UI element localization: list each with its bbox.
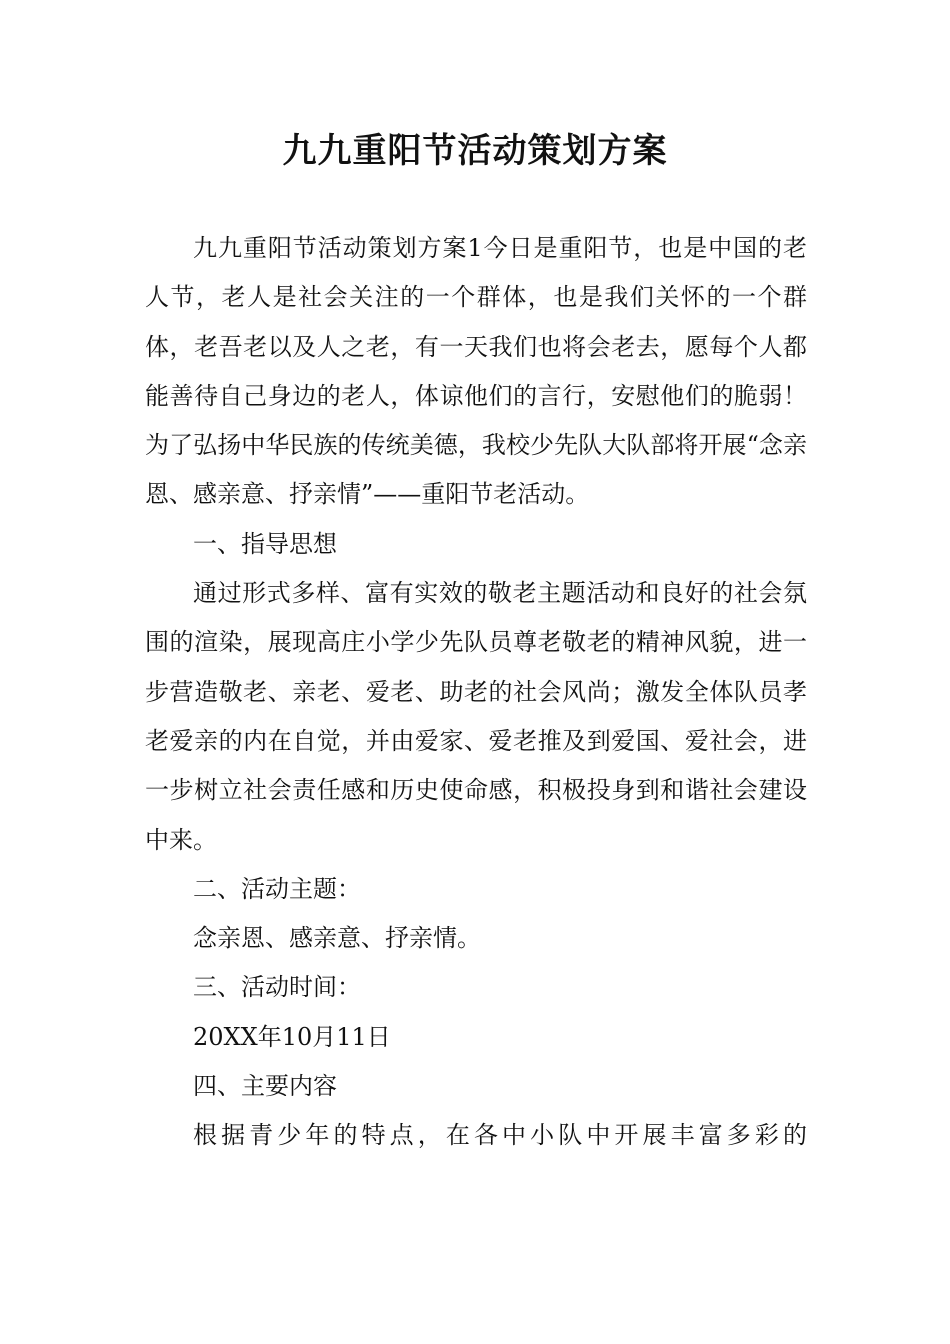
heading-activity-theme: 二、活动主题： (193, 874, 361, 903)
heading-main-content: 四、主要内容 (193, 1072, 337, 1101)
paragraph-guiding-ideology: 通过形式多样、富有实效的敬老主题活动和良好的社会氛围的渲染，展现高庄小学少先队员尊老敬老的精神风貌，进一步营造敬老、亲老、爱老、助老的社会风尚；激发全体队员孝老爱亲的内在自觉，并由爱家、爱老推及到爱国、爱社会，进一步树立社会责任感和历史使命感，积极投身到和谐社会建设中来。 (145, 579, 807, 854)
document-body (145, 224, 807, 1161)
paragraph-activity-theme: 念亲恩、感亲意、抒亲情。 (193, 924, 481, 953)
document-title: 九九重阳节活动策划方案 (282, 131, 668, 171)
heading-guiding-ideology: 一、指导思想 (193, 529, 337, 558)
heading-activity-time: 三、活动时间： (193, 973, 361, 1002)
paragraph-activity-time: 20XX年10月11日 (193, 1022, 391, 1051)
paragraph-intro: 九九重阳节活动策划方案1今日是重阳节，也是中国的老人节，老人是社会关注的一个群体，也是我们关怀的一个群体，老吾老以及人之老，有一天我们也将会老去，愿每个人都能善待自己身边的老人，体谅他们的言行，安慰他们的脆弱！为了弘扬中华民族的传统美德，我校少先队大队部将开展“念亲恩、感亲意、抒亲情”——重阳节老活动。 (145, 234, 807, 509)
paragraph-main-content: 根据青少年的特点，在各中小队中开展丰富多彩的 (193, 1121, 807, 1150)
